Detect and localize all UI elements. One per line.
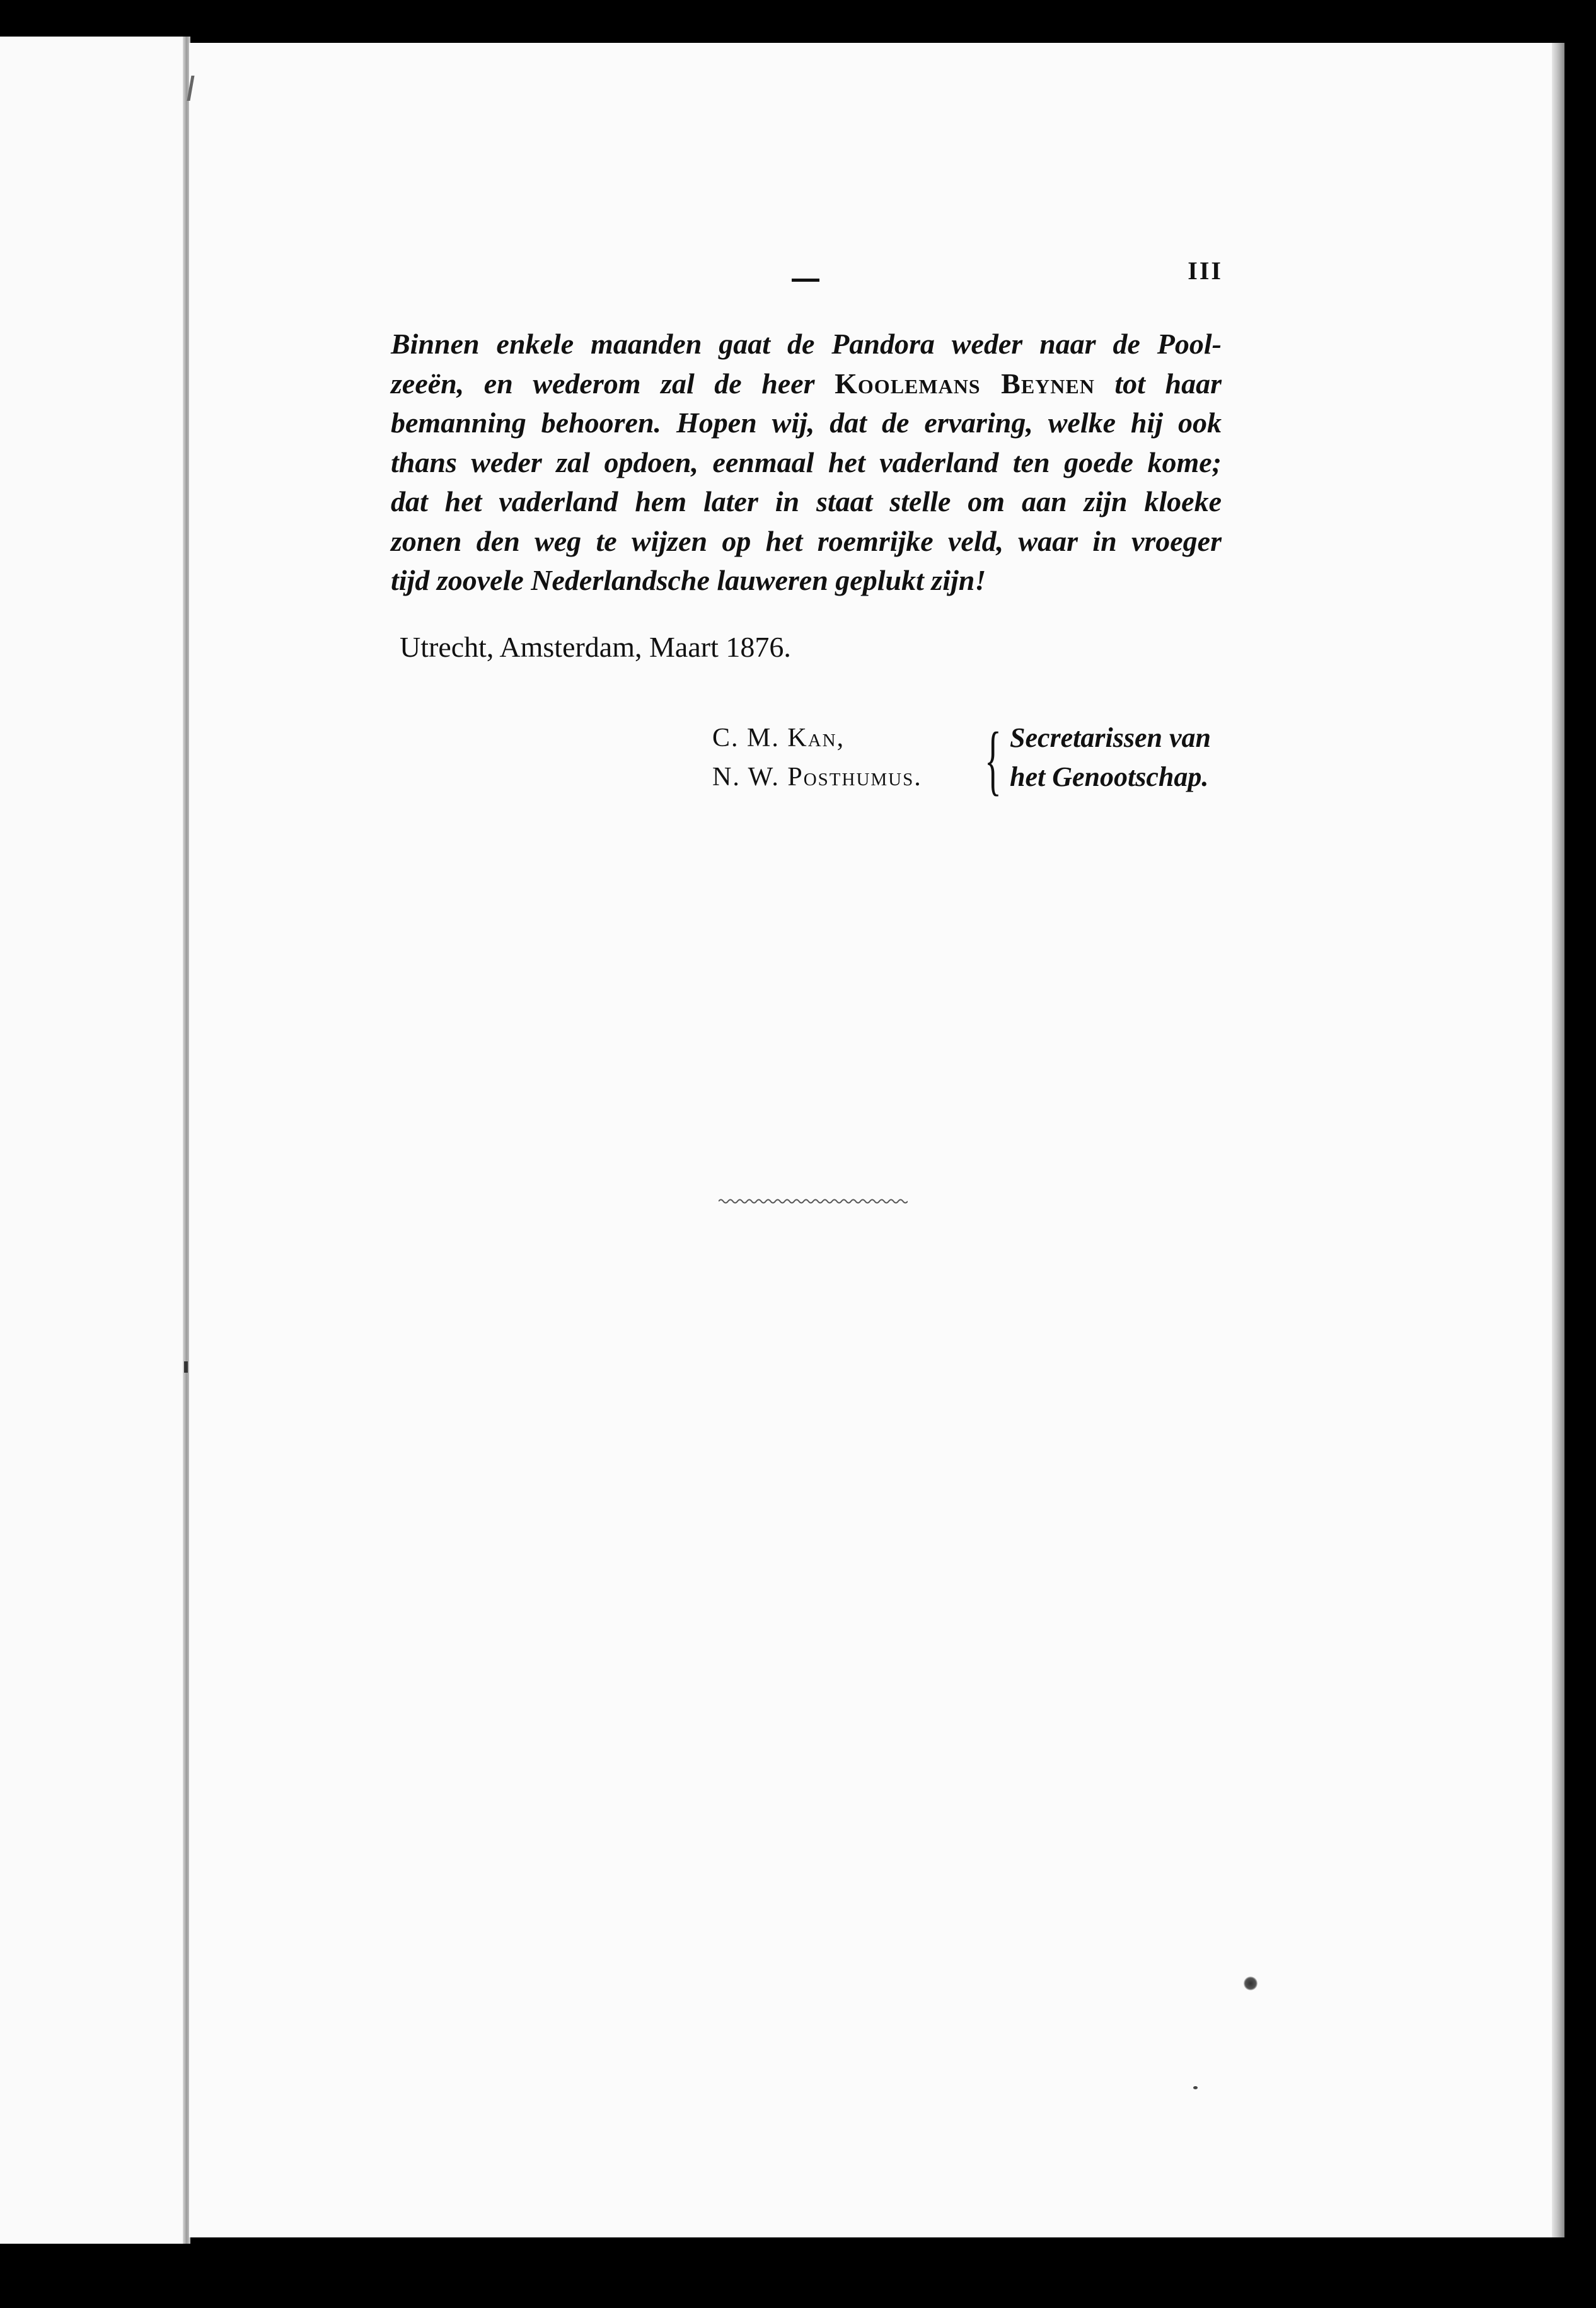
signatory-role [1010, 718, 1211, 797]
line-text: zonen den weg te wijzen op het roemrijke veld, waar in vroeger [391, 524, 1222, 557]
signatory-names [712, 718, 922, 797]
page-edge-shadow [1552, 43, 1564, 2237]
paragraph-line [391, 561, 1222, 601]
line-text: dat het vaderland hem later in staat stelle om aan zijn kloeke [391, 485, 1222, 517]
scan-border-right [1573, 0, 1596, 2308]
paragraph-line [391, 325, 1222, 364]
signatory-role-line: Secretarissen van [1010, 722, 1211, 753]
paragraph-line [391, 482, 1222, 522]
paragraph-line [391, 443, 1222, 483]
header-dash [792, 279, 819, 282]
page-number: III [1188, 257, 1223, 285]
line-text: bemanning behooren. Hopen wij, dat de ervaring, welke hij ook [391, 407, 1222, 439]
scan-border-top [0, 0, 1596, 38]
body-paragraph [391, 325, 1222, 601]
ink-speck [1193, 2086, 1198, 2089]
scan-border-bottom [0, 2244, 1596, 2308]
line-text: thans weder zal opdoen, eenmaal het vaderland ten goede kome; [391, 446, 1222, 478]
paragraph-line [391, 364, 1222, 404]
scan-mark [184, 1361, 188, 1373]
signatory-role-line: het Genootschap. [1010, 761, 1209, 792]
line-text: tijd zoovele Nederlandsche lauweren geplukt zijn! [391, 564, 986, 596]
ink-speck [1244, 1976, 1258, 1990]
signatory-name: N. W. Posthumus. [712, 763, 922, 792]
previous-page-edge [0, 37, 189, 2246]
line-text: tot haar [1094, 367, 1222, 400]
page-header [391, 252, 1223, 296]
paragraph-line [391, 403, 1222, 443]
curly-brace: { [985, 717, 1002, 803]
proper-name: Koolemans Beynen [835, 367, 1095, 400]
line-text: Binnen enkele maanden gaat de Pandora weder naar de Pool- [391, 328, 1222, 360]
paragraph-line [391, 522, 1222, 562]
signatory-name: C. M. Kan, [712, 724, 845, 753]
line-text: zeeën, en wederom zal de heer [391, 367, 835, 400]
dateline: Utrecht, Amsterdam, Maart 1876. [400, 631, 791, 663]
wavy-rule-ornament [719, 1197, 908, 1205]
signature-block [712, 717, 1229, 803]
